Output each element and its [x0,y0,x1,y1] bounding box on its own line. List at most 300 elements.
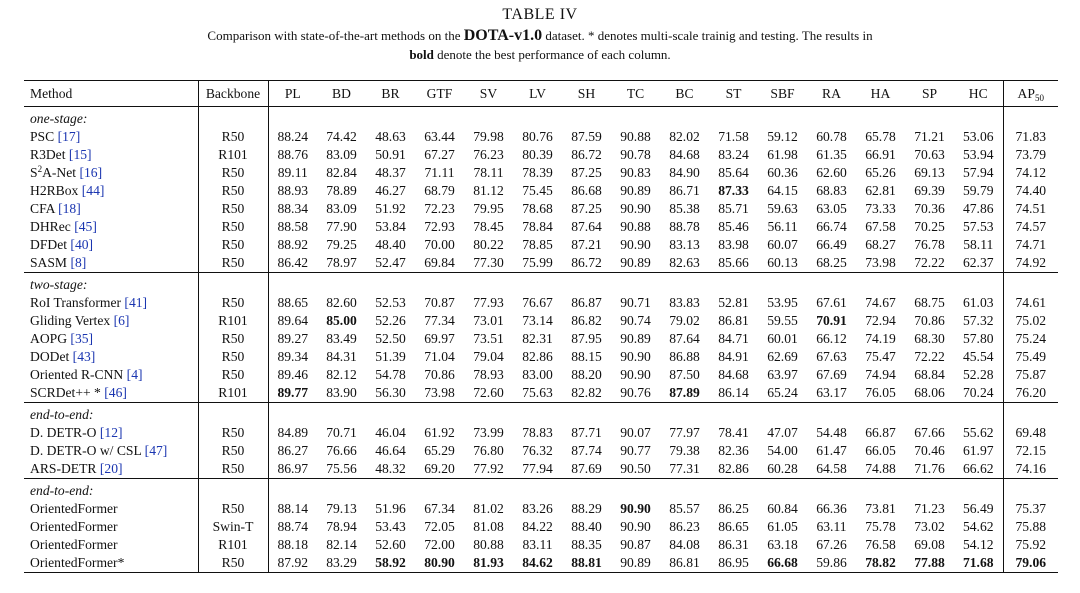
score-cell-lv: 83.11 [522,537,553,552]
header-class-gtf: GTF [426,86,453,101]
score-cell-bc: 79.02 [669,313,700,328]
method-name: SASM [30,255,68,270]
score-cell-sv: 73.01 [473,313,504,328]
citation-link[interactable]: 17 [62,129,76,144]
score-cell-ra: 66.49 [816,237,847,252]
empty-cell [905,273,954,295]
caption-mid: dataset. * denotes multi-scale trainig and testing. The results in [542,28,873,43]
empty-cell [807,403,856,425]
score-cell-sv: 78.11 [473,165,504,180]
score-cell-bc: 83.83 [669,295,700,310]
header-class-lv: LV [529,86,546,101]
score-cell-sv: 72.60 [473,385,504,400]
header-class-bd: BD [332,86,351,101]
backbone-cell: R50 [198,236,268,254]
score-cell-sh: 86.72 [571,255,602,270]
citation-link[interactable]: 40 [74,237,89,252]
method-cell [24,366,198,384]
backbone-cell: R50 [198,164,268,182]
score-cell-sp: 68.75 [914,295,945,310]
score-cell-st: 86.65 [718,519,749,534]
method-cell [24,254,198,273]
score-cell-br: 46.04 [375,425,406,440]
score-cell-pl: 86.27 [277,443,309,458]
ap50-cell: 74.51 [1003,200,1058,218]
citation-link[interactable]: 18 [62,201,77,216]
score-cell-tc: 90.90 [620,367,651,382]
score-cell-gtf: 65.29 [424,443,455,458]
empty-cell [562,403,611,425]
score-cell-tc: 90.07 [620,425,651,440]
score-cell-sbf: 60.36 [767,165,798,180]
backbone-cell: R50 [198,554,268,573]
table-row [24,460,1058,479]
score-cell-ha: 75.78 [865,519,896,534]
score-cell-lv: 75.45 [522,183,553,198]
score-cell-ha: 74.67 [865,295,896,310]
method-cell [24,200,198,218]
method-cell [24,500,198,518]
score-cell-sp: 71.76 [914,461,945,476]
citation-open-bracket: [ [58,201,63,216]
backbone-cell: R101 [198,384,268,403]
citation-close-bracket: ] [88,331,94,346]
citation-open-bracket: [ [70,331,75,346]
score-cell-tc: 90.89 [620,555,651,570]
score-cell-st: 71.58 [718,129,749,144]
score-cell-lv: 78.83 [522,425,553,440]
score-cell-lv: 82.31 [522,331,553,346]
group-header-row [24,403,1058,425]
score-cell-ha: 66.91 [865,147,896,162]
table-row [24,128,1058,146]
score-cell-lv: 84.22 [522,519,553,534]
score-cell-pl: 88.76 [277,147,309,162]
score-cell-st: 84.68 [718,367,749,382]
citation-open-bracket: [ [70,237,75,252]
table-row [24,536,1058,554]
citation-link[interactable]: 47 [149,443,163,458]
score-cell-st: 82.36 [718,443,749,458]
score-cell-sp: 68.06 [914,385,945,400]
citation-link[interactable]: 35 [74,331,89,346]
method-cell [24,384,198,403]
citation-link[interactable]: 45 [78,219,93,234]
score-cell-ha: 78.82 [865,555,896,570]
method-name: RoI Transformer [30,295,122,310]
header-class-br: BR [381,86,400,101]
table-row [24,146,1058,164]
score-cell-pl: 88.18 [277,537,309,552]
score-cell-st: 84.91 [718,349,749,364]
citation-close-bracket: ] [76,201,81,216]
score-cell-lv: 75.99 [522,255,553,270]
backbone-cell: R101 [198,536,268,554]
empty-cell [562,479,611,501]
score-cell-sv: 81.08 [473,519,504,534]
score-cell-tc: 90.76 [620,385,651,400]
score-cell-sbf: 53.95 [767,295,798,310]
empty-cell [268,403,317,425]
score-cell-tc: 90.89 [620,331,651,346]
citation-open-bracket: [ [104,385,109,400]
citation-open-bracket: [ [99,461,105,476]
method-name: CFA [30,201,55,216]
score-cell-lv: 78.85 [522,237,553,252]
citation-close-bracket: ] [75,129,81,144]
header-class-hc: HC [968,86,988,101]
score-cell-lv: 78.84 [522,219,553,234]
table-row [24,236,1058,254]
score-cell-gtf: 68.79 [424,183,455,198]
method-name: Oriented R-CNN [30,367,124,382]
empty-cell [856,273,905,295]
score-cell-bd: 78.89 [326,183,357,198]
ap50-cell: 74.16 [1003,460,1058,479]
score-cell-br: 52.47 [375,255,406,270]
score-cell-tc: 90.88 [620,129,651,144]
score-cell-sh: 88.40 [571,519,602,534]
score-cell-pl: 86.42 [277,255,309,270]
table-row [24,218,1058,236]
citation-open-bracket: [ [144,443,150,458]
score-cell-pl: 89.77 [277,385,309,400]
ap50-cell: 71.83 [1003,128,1058,146]
score-cell-sp: 72.22 [914,255,945,270]
citation-link[interactable]: 41 [128,295,143,310]
score-cell-sv: 79.04 [473,349,504,364]
empty-cell [268,107,317,129]
score-cell-gtf: 71.04 [424,349,455,364]
empty-cell [415,273,464,295]
score-cell-br: 58.92 [375,555,406,570]
score-cell-hc: 52.28 [962,367,994,382]
method-name: A-Net [42,165,77,180]
method-cell [24,460,198,479]
score-cell-ra: 66.74 [816,219,847,234]
header-class-sp: SP [921,86,938,101]
score-cell-gtf: 67.34 [424,501,455,516]
group-label-spacer [198,403,268,425]
score-cell-ha: 76.58 [865,537,896,552]
score-cell-hc: 57.94 [962,165,994,180]
score-cell-bc: 83.13 [669,237,700,252]
score-cell-sbf: 62.69 [767,349,798,364]
empty-cell [954,479,1003,501]
score-cell-tc: 90.90 [620,349,651,364]
score-cell-bd: 83.09 [326,201,357,216]
score-cell-gtf: 69.20 [424,461,455,476]
results-table [24,80,1058,573]
score-cell-pl: 88.34 [277,201,309,216]
citation-close-bracket: ] [138,367,143,382]
citation-close-bracket: ] [99,183,105,198]
score-cell-ra: 61.35 [816,147,847,162]
score-cell-br: 52.60 [375,537,406,552]
score-cell-tc: 90.88 [620,219,651,234]
score-cell-gtf: 70.87 [424,295,455,310]
score-cell-lv: 75.63 [522,385,553,400]
method-name: OrientedFormer [30,519,118,534]
score-cell-pl: 88.24 [277,129,309,144]
score-cell-pl: 88.74 [277,519,309,534]
empty-cell [464,479,513,501]
score-cell-br: 53.84 [375,219,406,234]
citation-open-bracket: [ [79,165,84,180]
header-method: Method [24,81,198,107]
score-cell-sp: 76.78 [914,237,945,252]
citation-link[interactable]: 6 [118,313,125,328]
score-cell-sp: 70.46 [914,443,945,458]
citation-link[interactable]: 20 [104,461,118,476]
score-cell-st: 82.86 [718,461,749,476]
method-cell [24,312,198,330]
score-cell-hc: 47.86 [962,201,994,216]
score-cell-bc: 77.31 [669,461,700,476]
score-cell-sv: 77.30 [473,255,504,270]
backbone-cell: R50 [198,424,268,442]
empty-cell [317,107,366,129]
score-cell-br: 56.30 [375,385,406,400]
score-cell-sh: 88.15 [571,349,602,364]
empty-cell [611,273,660,295]
score-cell-ra: 66.12 [816,331,847,346]
citation-link[interactable]: 46 [108,385,123,400]
score-cell-br: 51.39 [375,349,406,364]
score-cell-sv: 81.02 [473,501,504,516]
score-cell-lv: 78.68 [522,201,553,216]
table-row [24,518,1058,536]
score-cell-sh: 88.35 [571,537,602,552]
method-name: H2RBox [30,183,79,198]
score-cell-hc: 71.68 [962,555,994,570]
empty-cell [513,403,562,425]
ap50-cell: 75.87 [1003,366,1058,384]
method-name: Gliding Vertex [30,313,111,328]
method-name: PSC [30,129,55,144]
score-cell-ha: 65.26 [865,165,896,180]
score-cell-br: 48.32 [375,461,406,476]
ap50-cell: 74.57 [1003,218,1058,236]
score-cell-sv: 80.88 [473,537,504,552]
score-cell-hc: 54.12 [962,537,994,552]
empty-cell [709,479,758,501]
score-cell-sp: 71.23 [914,501,945,516]
citation-open-bracket: [ [81,183,87,198]
header-row [24,81,1058,107]
score-cell-sbf: 60.13 [767,255,798,270]
score-cell-sh: 86.72 [571,147,602,162]
header-class-ha: HA [870,86,891,101]
ap50-cell: 75.88 [1003,518,1058,536]
table-group [24,403,1058,479]
score-cell-hc: 57.32 [962,313,994,328]
score-cell-st: 86.31 [718,537,749,552]
table-row [24,182,1058,200]
score-cell-pl: 89.46 [277,367,309,382]
score-cell-st: 85.64 [718,165,749,180]
method-name: ARS-DETR [30,461,97,476]
score-cell-sp: 69.39 [914,183,945,198]
method-name: OrientedFormer [30,501,118,516]
score-cell-st: 85.66 [718,255,749,270]
score-cell-tc: 90.50 [620,461,651,476]
ap50-cell: 74.92 [1003,254,1058,273]
score-cell-sbf: 61.98 [767,147,798,162]
score-cell-ha: 67.58 [865,219,896,234]
score-cell-pl: 89.27 [277,331,309,346]
citation-link[interactable]: 44 [86,183,100,198]
score-cell-lv: 77.94 [522,461,553,476]
score-cell-bc: 82.02 [669,129,700,144]
header-ap-label: AP [1017,86,1035,101]
score-cell-tc: 90.89 [620,255,651,270]
empty-cell [513,479,562,501]
score-cell-sh: 87.69 [571,461,602,476]
group-header-row [24,479,1058,501]
score-cell-pl: 86.97 [277,461,309,476]
score-cell-gtf: 70.86 [424,367,455,382]
score-cell-gtf: 72.05 [424,519,455,534]
header-class-bc: BC [675,86,694,101]
citation-close-bracket: ] [90,349,96,364]
header-class-sbf: SBF [770,86,795,101]
citation-link[interactable]: 16 [83,165,98,180]
score-cell-sbf: 66.68 [767,555,798,570]
score-cell-bd: 83.29 [326,555,357,570]
score-cell-tc: 90.90 [620,201,651,216]
citation-link[interactable]: 12 [104,425,118,440]
score-cell-sv: 81.12 [473,183,504,198]
method-name: D. DETR-O w/ CSL [30,443,142,458]
caption-dataset: DOTA-v1.0 [463,27,543,44]
score-cell-tc: 90.74 [620,313,651,328]
score-cell-bc: 87.50 [669,367,700,382]
method-name: R3Det [30,147,66,162]
score-cell-bd: 79.25 [326,237,357,252]
score-cell-hc: 57.53 [962,219,994,234]
score-cell-sbf: 60.84 [767,501,798,516]
score-cell-hc: 53.06 [962,129,994,144]
group-label: end-to-end: [24,479,198,501]
score-cell-sbf: 61.05 [767,519,798,534]
score-cell-sv: 77.93 [473,295,504,310]
score-cell-tc: 90.89 [620,183,651,198]
score-cell-br: 54.78 [375,367,406,382]
score-cell-ra: 67.69 [816,367,847,382]
empty-cell [1003,107,1058,129]
score-cell-ha: 74.88 [865,461,896,476]
score-cell-ha: 74.19 [865,331,896,346]
score-cell-sv: 76.23 [473,147,504,162]
citation-open-bracket: [ [124,295,129,310]
score-cell-sh: 87.95 [571,331,602,346]
score-cell-st: 86.14 [718,385,749,400]
score-cell-ra: 67.63 [816,349,847,364]
empty-cell [954,273,1003,295]
citation-link[interactable]: 43 [77,349,91,364]
citation-link[interactable]: 15 [73,147,88,162]
ap50-cell: 75.49 [1003,348,1058,366]
ap50-cell: 75.92 [1003,536,1058,554]
ap50-cell: 74.71 [1003,236,1058,254]
citation-open-bracket: [ [74,219,79,234]
backbone-cell: R50 [198,366,268,384]
empty-cell [562,107,611,129]
score-cell-br: 48.37 [375,165,406,180]
empty-cell [856,403,905,425]
method-name: D. DETR-O [30,425,97,440]
score-cell-pl: 88.65 [277,295,309,310]
score-cell-gtf: 80.90 [424,555,455,570]
score-cell-br: 53.43 [375,519,406,534]
score-cell-bd: 74.42 [326,129,357,144]
method-cell [24,536,198,554]
table-row [24,200,1058,218]
ap50-cell: 74.61 [1003,294,1058,312]
score-cell-ra: 54.48 [816,425,847,440]
citation-link[interactable]: 8 [74,255,82,270]
method-cell [24,218,198,236]
empty-cell [758,273,807,295]
citation-close-bracket: ] [81,255,87,270]
empty-cell [758,403,807,425]
group-header-row [24,107,1058,129]
method-name: SCRDet++ * [30,385,101,400]
method-cell [24,348,198,366]
ap50-cell: 75.02 [1003,312,1058,330]
empty-cell [807,273,856,295]
score-cell-lv: 83.26 [522,501,553,516]
citation-close-bracket: ] [142,295,148,310]
citation-link[interactable]: 4 [131,367,138,382]
score-cell-sh: 87.25 [571,165,602,180]
backbone-cell: R101 [198,146,268,164]
header-ap50 [1003,81,1058,107]
empty-cell [807,107,856,129]
score-cell-sv: 78.45 [473,219,504,234]
citation-open-bracket: [ [99,425,105,440]
empty-cell [513,107,562,129]
score-cell-bd: 70.71 [326,425,357,440]
score-cell-bc: 84.08 [669,537,700,552]
score-cell-ra: 63.05 [816,201,847,216]
score-cell-tc: 90.87 [620,537,651,552]
score-cell-br: 51.92 [375,201,406,216]
score-cell-sh: 87.64 [571,219,602,234]
score-cell-hc: 61.03 [962,295,994,310]
citation-open-bracket: [ [68,147,74,162]
method-name-superscript: 2 [37,164,43,174]
score-cell-br: 46.64 [375,443,406,458]
group-label-spacer [198,107,268,129]
score-cell-lv: 76.32 [522,443,553,458]
score-cell-hc: 53.94 [962,147,994,162]
score-cell-bc: 86.81 [669,555,700,570]
header-class-sh: SH [577,86,596,101]
empty-cell [464,403,513,425]
score-cell-hc: 70.24 [962,385,994,400]
score-cell-ra: 67.26 [816,537,847,552]
score-cell-sp: 69.08 [914,537,945,552]
method-name: DFDet [30,237,68,252]
score-cell-pl: 89.34 [277,349,309,364]
score-cell-ha: 75.47 [865,349,896,364]
score-cell-ha: 62.81 [865,183,896,198]
backbone-cell: R50 [198,218,268,236]
score-cell-bd: 78.94 [326,519,357,534]
score-cell-br: 48.63 [375,129,406,144]
